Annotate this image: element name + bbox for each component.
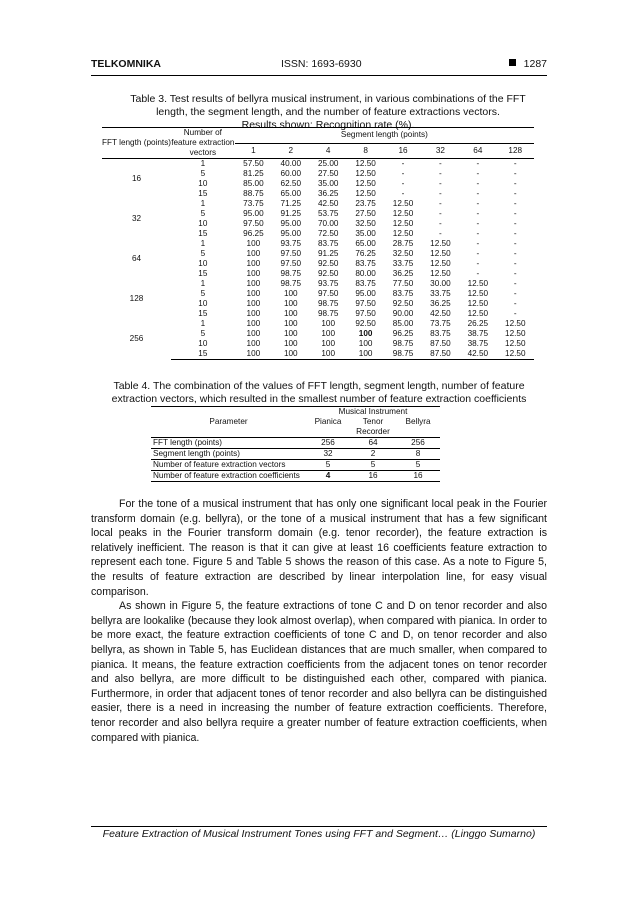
table3-value-cell: 100: [246, 239, 261, 248]
table3-value-cell: 76.25: [355, 249, 376, 258]
body-text: [91, 497, 547, 745]
table3-value-cell: 25.00: [317, 159, 339, 168]
table4-caption-line: extraction vectors, which resulted in the smallest number of feature extraction coefficients: [111, 393, 527, 405]
table3-value-cell: 100: [246, 339, 261, 348]
table3-value-cell: 12.50: [505, 329, 526, 338]
table3-value-cell: -: [513, 159, 517, 168]
table3-value-cell: 100: [246, 299, 261, 308]
table3-value-cell: -: [513, 299, 517, 308]
table3-segment-header: 2: [272, 143, 309, 159]
table3-value-cell: 33.75: [430, 289, 451, 298]
table3-value-cell: -: [439, 199, 442, 208]
table4-col-group: Musical Instrument: [306, 407, 440, 418]
paragraph-2: As shown in Figure 5, the feature extractions of tone C and D on tenor recorder and also bellyra are lookalike (because they look almost overlap), when compared with pianica. In order to be more exact, the feature extraction coefficients of tone C and D, on tenor recorder and also bellyra, as shown in Table 5, has Euclidean distances that are much smaller, when compared to pianica. It means, the feature extraction coefficients from the adjacent tones on tenor recorder and also bellyra, are more difficult to be distinguished each other, compared with pianica. Furthermore, in order that adjacent tones of tenor recorder and also bellyra can be distinguished easier, there is a need in increasing the number of feature extraction coefficients. Therefore, tenor recorder and also bellyra require a greater number of feature extraction coefficients, when compared with pianica.: [91, 600, 547, 744]
table3-value-cell: 12.50: [392, 209, 414, 218]
table4-value-cell: 16: [350, 471, 396, 482]
table3-vectors-cell: 1: [200, 199, 206, 208]
table3-value-cell: 100: [246, 259, 261, 268]
table4-value-cell: 2: [350, 449, 396, 460]
table3-value-cell: -: [513, 199, 517, 208]
table4-body: [151, 438, 440, 482]
table3-value-cell: 87.50: [422, 349, 459, 360]
table3-value-cell: 12.50: [355, 179, 376, 188]
table3-vectors-cell: 10: [198, 219, 208, 228]
table3-value-cell: 12.50: [467, 309, 489, 318]
table3-value-cell: 36.25: [317, 189, 339, 198]
table3-value-cell: 92.50: [317, 259, 339, 268]
table-row: [151, 438, 440, 449]
table4-value-cell: 16: [396, 471, 440, 482]
table3-value-cell: 12.50: [505, 339, 526, 348]
table3-value-cell: 90.00: [392, 309, 414, 318]
table3-value-cell: 62.50: [280, 179, 302, 188]
table4-caption-line: Table 4. The combination of the values of FFT length, segment length, number of feature: [113, 380, 525, 392]
table3-value-cell: 80.00: [355, 269, 376, 278]
instrument-pianica: Pianica: [306, 417, 350, 438]
page-number-block: [509, 58, 547, 70]
table3-value-cell: 98.75: [384, 349, 421, 360]
table3-value-cell: -: [401, 159, 405, 168]
table4-value-cell: 64: [350, 438, 396, 449]
table3-value-cell: -: [439, 159, 442, 168]
table3-col-fft: FFT length (points): [102, 128, 171, 159]
table3-value-cell: 95.00: [280, 219, 302, 228]
table3-value-cell: 92.50: [392, 299, 414, 308]
table3-value-cell: 77.50: [392, 279, 414, 288]
table3-value-cell: 71.25: [280, 199, 302, 208]
table3-value-cell: 92.50: [317, 269, 339, 278]
table3-value-cell: 96.25: [243, 229, 264, 238]
table3-vectors-cell: 10: [198, 339, 208, 348]
table3-value-cell: 33.75: [392, 259, 414, 268]
table3-value-cell: 40.00: [280, 159, 302, 168]
table3-segment-header: 1: [235, 143, 272, 159]
table3-value-cell: 57.50: [243, 159, 264, 168]
table3-value-cell: 100: [246, 269, 261, 278]
table3-value-cell: 32.50: [355, 219, 376, 228]
table3-value-cell: -: [476, 219, 480, 228]
table3-value-cell: 81.25: [243, 169, 264, 178]
table3-value-cell: 83.75: [392, 289, 414, 298]
table3-value-cell: 100: [246, 309, 261, 318]
table3-value-cell: -: [439, 229, 442, 238]
table3-value-cell: 97.50: [280, 259, 302, 268]
square-bullet-icon: [509, 59, 516, 66]
table4-value-cell: 5: [350, 460, 396, 471]
table3-fft-cell: 128: [129, 294, 144, 303]
table-row: [102, 199, 534, 209]
table3-vectors-cell: 1: [200, 279, 206, 288]
table3-value-cell: 36.25: [392, 269, 414, 278]
table4-value-cell: 4: [306, 471, 350, 482]
table3-value-cell: -: [513, 229, 517, 238]
table-row: [102, 239, 534, 249]
table3-value-cell: 42.50: [459, 349, 496, 360]
table3-value-cell: 100: [283, 309, 298, 318]
table3-value-cell: 93.75: [317, 279, 339, 288]
instrument-tenor-recorder: Tenor Recorder: [350, 417, 396, 438]
table3-value-cell: -: [401, 169, 405, 178]
table3-value-cell: 98.75: [280, 279, 302, 288]
table3-vectors-cell: 5: [200, 249, 206, 258]
table3-value-cell: 12.50: [392, 219, 414, 228]
table3-value-cell: 73.75: [243, 199, 264, 208]
table3-value-cell: 12.50: [392, 229, 414, 238]
footer-rule: [91, 826, 547, 827]
table3-value-cell: 65.00: [280, 189, 302, 198]
table3-value-cell: 28.75: [392, 239, 414, 248]
table4-value-cell: 5: [396, 460, 440, 471]
table3-vectors-cell: 15: [198, 189, 208, 198]
table3-value-cell: 100: [235, 349, 272, 360]
table3-value-cell: 73.75: [430, 319, 451, 328]
table3-caption-line: length, the segment length, and the number of feature extractions vectors.: [156, 106, 500, 118]
table3-value-cell: -: [476, 159, 480, 168]
table3-value-cell: 100: [246, 329, 261, 338]
table3-value-cell: 38.75: [467, 339, 489, 348]
table4-col-parameter: Parameter: [151, 407, 306, 438]
table3-value-cell: 42.50: [317, 199, 339, 208]
table3-value-cell: 35.00: [317, 179, 339, 188]
table3-value-cell: -: [439, 169, 442, 178]
header-rule: [91, 75, 547, 76]
table4-caption: [99, 380, 539, 406]
table3-col-vectors: Number of feature extraction vectors: [171, 128, 235, 157]
table3-value-cell: -: [439, 219, 442, 228]
table3-value-cell: 95.00: [243, 209, 264, 218]
table3-fft-cell: 16: [131, 174, 142, 183]
table3-value-cell: -: [513, 189, 517, 198]
table3-value-cell: 88.75: [243, 189, 264, 198]
table3-vectors-cell: 15: [198, 309, 208, 318]
journal-name: TELKOMNIKA: [91, 58, 161, 70]
table3-value-cell: 12.50: [355, 159, 376, 168]
table3-value-cell: 85.00: [243, 179, 264, 188]
table3-value-cell: -: [513, 249, 517, 258]
table3-value-cell: 12.50: [430, 259, 451, 268]
table3-value-cell: 97.50: [280, 249, 302, 258]
table4-param-cell: Segment length (points): [151, 449, 306, 460]
table4-value-cell: 5: [306, 460, 350, 471]
table3-value-cell: 97.50: [355, 309, 376, 318]
table3-value-cell: 12.50: [505, 319, 526, 328]
table3-vectors-cell: 1: [200, 319, 206, 328]
table3-value-cell: 100: [321, 329, 336, 338]
table3-value-cell: 100: [283, 319, 298, 328]
table3-value-cell: -: [476, 239, 480, 248]
table4-value-cell: 8: [396, 449, 440, 460]
table3-value-cell: 100: [321, 339, 336, 348]
table4-value-cell: 256: [396, 438, 440, 449]
table3-value-cell: 95.00: [280, 229, 302, 238]
table3-value-cell: 83.75: [317, 239, 339, 248]
table3-value-cell: 97.50: [317, 289, 339, 298]
instrument-bellyra: Bellyra: [396, 417, 440, 438]
table3-value-cell: -: [476, 179, 480, 188]
table3-value-cell: 95.00: [355, 289, 376, 298]
table3-segment-header: 4: [310, 143, 347, 159]
table3-value-cell: -: [513, 309, 517, 318]
table3-vectors-cell: 15: [171, 349, 235, 360]
table3-value-cell: 100: [283, 329, 298, 338]
table3-value-cell: 27.50: [317, 169, 339, 178]
table3-value-cell: -: [476, 209, 480, 218]
table3-value-cell: 83.75: [355, 279, 376, 288]
table3-value-cell: 91.25: [317, 249, 339, 258]
table3-value-cell: -: [513, 209, 517, 218]
table3-fft-cell: 256: [129, 334, 144, 344]
table3-value-cell: 27.50: [355, 209, 376, 218]
table3-col-segment: Segment length (points): [235, 128, 534, 144]
table3-value-cell: 100: [283, 339, 298, 348]
table3-fft-cell: 64: [131, 254, 142, 263]
table3-segment-header: 128: [497, 143, 534, 159]
table3-value-cell: 93.75: [280, 239, 302, 248]
table3-value-cell: 12.50: [430, 249, 451, 258]
table3-value-cell: 60.00: [280, 169, 302, 178]
table-row: [151, 471, 440, 482]
table3-value-cell: 26.25: [467, 319, 489, 328]
table3-value-cell: 100: [246, 289, 261, 298]
table3-value-cell: 12.50: [355, 169, 376, 178]
table3-value-cell: -: [439, 179, 442, 188]
table3-value-cell: -: [476, 269, 480, 278]
table3-vectors-cell: 1: [200, 159, 206, 168]
table3-value-cell: 100: [347, 349, 384, 360]
table3-value-cell: 83.75: [430, 329, 451, 338]
table3-value-cell: -: [513, 289, 517, 298]
table3-value-cell: -: [439, 189, 442, 198]
table4: [151, 406, 440, 482]
table3-value-cell: -: [401, 189, 405, 198]
table3-value-cell: 72.50: [317, 229, 339, 238]
table3-value-cell: 12.50: [497, 349, 534, 360]
table-row: [102, 319, 534, 329]
table3-value-cell: 100: [246, 249, 261, 258]
table3-value-cell: -: [513, 169, 517, 178]
table3-value-cell: 100: [358, 329, 373, 338]
table3-caption-line: Results shown: Recognition rate (%).: [241, 119, 415, 131]
table3-body: [102, 159, 534, 360]
table3-value-cell: -: [513, 269, 517, 278]
table3-segment-header: 8: [347, 143, 384, 159]
table3-value-cell: 100: [358, 339, 373, 348]
table3-value-cell: -: [476, 249, 480, 258]
table4-param-cell: Number of feature extraction vectors: [151, 460, 306, 471]
table3-vectors-cell: 5: [200, 209, 206, 218]
table3-value-cell: -: [476, 259, 480, 268]
table3-value-cell: 100: [246, 319, 261, 328]
table4-value-cell: 32: [306, 449, 350, 460]
page-header: [91, 58, 547, 74]
table3-value-cell: 100: [310, 349, 347, 360]
table3-value-cell: 12.50: [355, 189, 376, 198]
table3-vectors-cell: 1: [200, 239, 206, 248]
table3-segment-header: 64: [459, 143, 496, 159]
table3-value-cell: 98.75: [317, 309, 339, 318]
table3-value-cell: 96.25: [392, 329, 414, 338]
table3-value-cell: 100: [272, 349, 309, 360]
table3-value-cell: 97.50: [355, 299, 376, 308]
table-row: [102, 279, 534, 289]
table3-value-cell: 83.75: [355, 259, 376, 268]
table3-value-cell: -: [476, 189, 480, 198]
table3-vectors-cell: 10: [198, 259, 208, 268]
table3-value-cell: 87.50: [430, 339, 451, 348]
table3-value-cell: 100: [283, 299, 298, 308]
table3-value-cell: 98.75: [280, 269, 302, 278]
table3-value-cell: -: [513, 179, 517, 188]
table3-value-cell: 100: [283, 289, 298, 298]
table3-value-cell: 100: [246, 279, 261, 288]
table3-caption-line: Table 3. Test results of bellyra musical instrument, in various combinations of the FFT: [130, 93, 526, 105]
table3-vectors-cell: 5: [200, 289, 206, 298]
table3-value-cell: 65.00: [355, 239, 376, 248]
table3-value-cell: 30.00: [430, 279, 451, 288]
table3-vectors-cell: 10: [198, 179, 208, 188]
table3-value-cell: 38.75: [467, 329, 489, 338]
table-row: [151, 449, 440, 460]
table3-value-cell: -: [476, 169, 480, 178]
table3-value-cell: -: [513, 279, 517, 288]
table3-value-cell: 12.50: [392, 199, 414, 208]
table3-value-cell: 12.50: [430, 239, 451, 248]
table3-value-cell: -: [401, 179, 405, 188]
table3-value-cell: -: [513, 259, 517, 268]
table3-segment-header: 16: [384, 143, 421, 159]
table3-vectors-cell: 5: [200, 329, 206, 338]
table3-fft-cell: 32: [131, 214, 142, 223]
table3-value-cell: 97.50: [243, 219, 264, 228]
table3-value-cell: 53.75: [317, 209, 339, 218]
table3-segment-header: 32: [422, 143, 459, 159]
issn: ISSN: 1693-6930: [281, 58, 362, 70]
table3-value-cell: 32.50: [392, 249, 414, 258]
table3-vectors-cell: 15: [198, 229, 208, 238]
table3-value-cell: 100: [321, 319, 336, 328]
table3-value-cell: 42.50: [430, 309, 451, 318]
table3-value-cell: -: [439, 209, 442, 218]
table3-value-cell: -: [476, 229, 480, 238]
table3-value-cell: 98.75: [392, 339, 414, 348]
table3-value-cell: 70.00: [317, 219, 339, 228]
table3-value-cell: 35.00: [355, 229, 376, 238]
table3-value-cell: 85.00: [392, 319, 414, 328]
table-row: [151, 460, 440, 471]
table3-value-cell: 91.25: [280, 209, 302, 218]
table4-value-cell: 256: [306, 438, 350, 449]
table3-value-cell: 23.75: [355, 199, 376, 208]
table3-vectors-cell: 10: [198, 299, 208, 308]
paragraph-1: For the tone of a musical instrument that has only one significant local peak in the Fourier transform domain (e.g. bellyra), or the tone of a musical instrument that has a few significant local peaks in the Fourier transform domain (e.g. tenor recorder), the feature extraction is relatively inefficient. The reason is that it can give at least 16 coefficients feature extraction to represent each tone. Figure 5 and Table 5 shows the reason of this case. As a note to Figure 5, the results of feature extraction are described by linear interpolation line, for easy visual comparison.: [91, 498, 547, 598]
table3-value-cell: 98.75: [317, 299, 339, 308]
page-footer: Feature Extraction of Musical Instrument Tones using FFT and Segment… (Linggo Sumarno): [102, 828, 536, 840]
table3-value-cell: 92.50: [355, 319, 376, 328]
table3-value-cell: -: [476, 199, 480, 208]
table3-vectors-cell: 15: [198, 269, 208, 278]
table3-value-cell: 36.25: [430, 299, 451, 308]
table3-value-cell: 12.50: [467, 299, 489, 308]
table4-param-cell: Number of feature extraction coefficients: [151, 471, 306, 482]
table4-param-cell: FFT length (points): [151, 438, 306, 449]
table3-vectors-cell: 5: [200, 169, 206, 178]
table-row: [102, 159, 534, 170]
page-number: 1287: [523, 58, 547, 70]
table3-value-cell: -: [513, 239, 517, 248]
table3-value-cell: 12.50: [467, 289, 489, 298]
table3: [102, 127, 534, 360]
table3-value-cell: 12.50: [430, 269, 451, 278]
table3-value-cell: -: [513, 219, 517, 228]
table3-value-cell: 12.50: [467, 279, 489, 288]
